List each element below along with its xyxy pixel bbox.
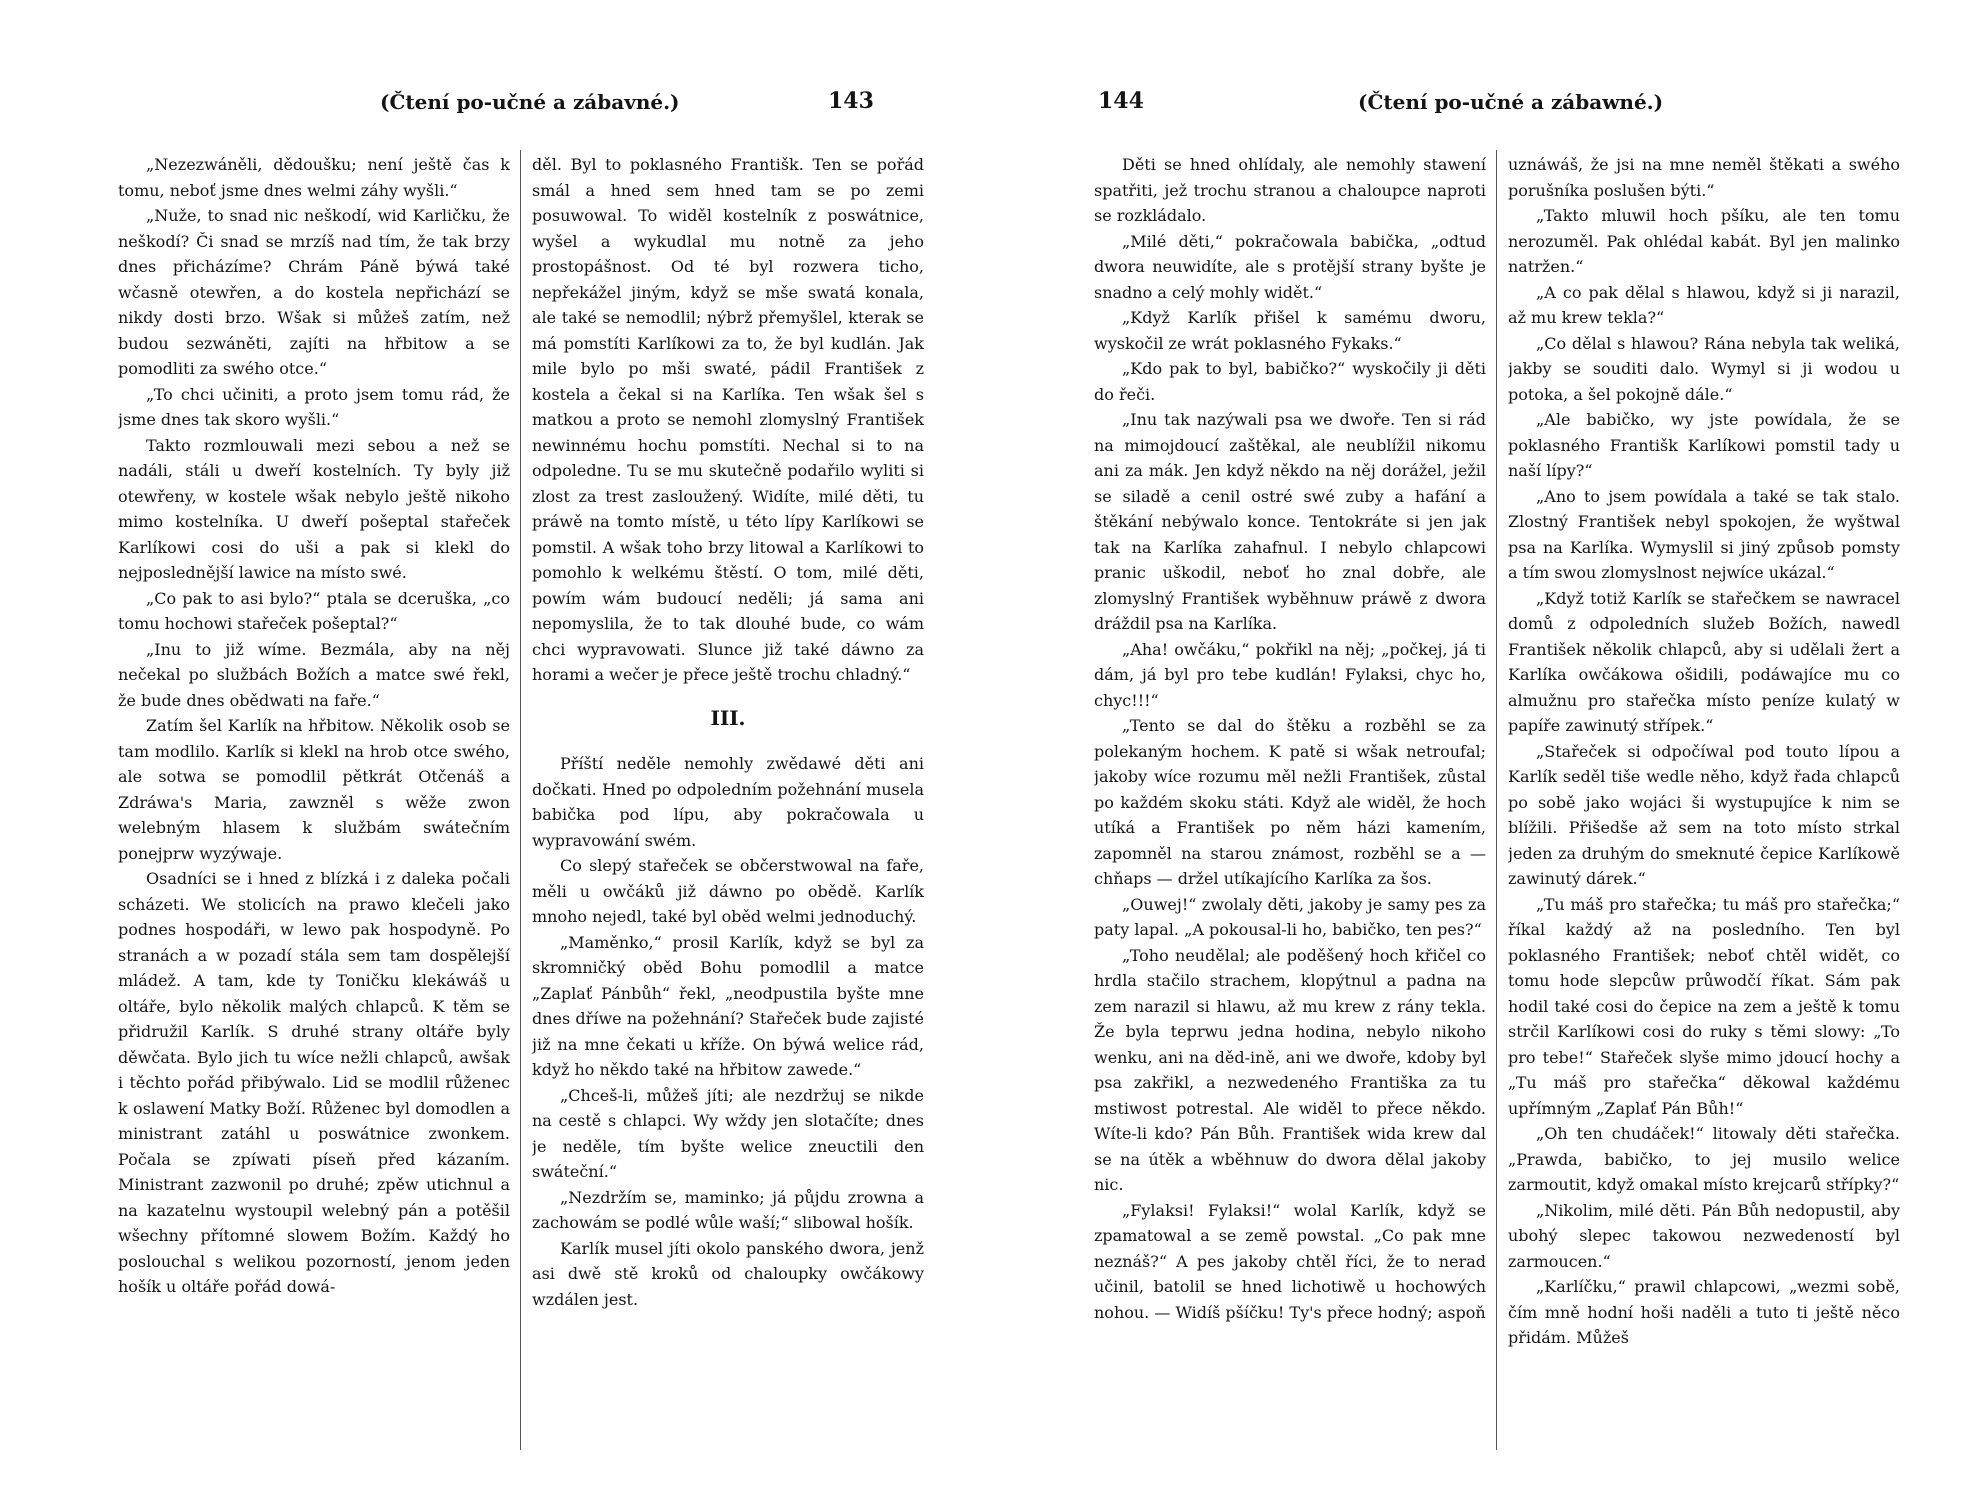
paragraph: „Nezezwáněli, dědoušku; není ještě čas k tomu, neboť jsme dnes welmi záhy wyšli.“ bbox=[118, 155, 510, 200]
paragraph: Zatím šel Karlík na hřbitow. Několik osob se tam modlilo. Karlík si klekl na hrob otce swého, ale sotwa se pomodlil pětkrát Otčenáš a Zdráwa's Maria, zawzněl s wěže zwon welebným hlasem k službám swátečním ponejprw wyzýwaje. bbox=[118, 716, 510, 863]
right-running-header: (Čtení po-učné a zábawné.) bbox=[1358, 90, 1664, 114]
paragraph: „Ouwej!“ zwolaly děti, jakoby je samy pes za paty lapal. „A pokousal-li ho, babičko, ten pes?“ bbox=[1094, 894, 1486, 939]
paragraph: „Co dělal s hlawou? Rána nebyla tak weliká, jakby se souditi dalo. Wymyl si ji wodou u potoka, a šel pokojně dále.“ bbox=[1508, 333, 1900, 404]
paragraph: „Nezdržím se, maminko; já půjdu zrowna a zachowám se podlé wůle waší;“ slibowal hošík. bbox=[532, 1187, 924, 1232]
paragraph: „Inu to již wíme. Bezmála, aby na něj nečekal po službách Božích a matce swé řekl, že bude dnes obědwati na faře.“ bbox=[118, 639, 510, 710]
left-page-number: 143 bbox=[828, 88, 874, 114]
paragraph: Takto rozmlouwali mezi sebou a než se nadáli, stáli u dweří kostelních. Ty byly již otewřeny, w kostele wšak nebylo ještě nikoho mimo kostelníka. U dweří pošeptal stařeček Karlíkowi cosi do uši a pak si klekl do nejposlednější lawice na místo swé. bbox=[118, 435, 510, 582]
paragraph: „Ale babičko, wy jste powídala, že se poklasného Františk Karlíkowi pomstil tady u naší lípy?“ bbox=[1508, 410, 1900, 480]
right-column-1 bbox=[1094, 152, 1486, 1442]
section-heading: III. bbox=[710, 705, 746, 730]
paragraph: „Aha! owčáku,“ pokřikl na něj; „počkej, já ti dám, já byl pro tebe kudlán! Fylaksi, chyc ho, chyc!!!“ bbox=[1094, 639, 1486, 710]
paragraph: „Tento se dal do štěku a rozběhl se za polekaným hochem. K patě si wšak netroufal; jakoby wíce rozumu měl nežli František, zůstal po každém skoku státi. Když ale widěl, že hoch utíká a František po něm házi kamením, zapomněl na starou známost, rozběhl se a — chňaps — držel utíkajícího Karlíka za šos. bbox=[1094, 716, 1486, 888]
right-page-number: 144 bbox=[1098, 88, 1144, 114]
paragraph: „Toho neudělal; ale poděšený hoch křičel co hrdla stačilo strachem, klopýtnul a padna na zem narazil si hlawu, až mu krew z rány tekla. Že byla teprwu jedna hodina, nebylo nikoho wenku, ani na děd-ině, ani we dwoře, kdoby byl psa zakřikl, a nezwedeného Františka za tu mstiwost potrestal. Ale widěl to přece někdo. Wíte-li kdo? Pán Bůh. František wida krew dal se na útěk a wběhnuw do dwora dělal jakoby nic. bbox=[1094, 945, 1486, 1194]
paragraph: Co slepý stařeček se občerstwowal na faře, měli u owčáků již dáwno po obědě. Karlík mnoho nejedl, také byl oběd welmi jednoduchý. bbox=[532, 856, 924, 926]
paragraph: „Karlíčku,“ prawil chlapcowi, „wezmi sobě, čím mně hodní hoši naděli a tuto ti ještě něco přidám. Můžeš bbox=[1508, 1277, 1900, 1347]
right-page bbox=[984, 0, 1968, 1500]
paragraph: „Inu tak nazýwali psa we dwoře. Ten si rád na mimojdoucí zaštěkal, ale neublížil nikomu ani za mák. Jen když někdo na něj dorážel, ježil se siladě a cenil ostré swé zuby a hafání a štěkání nebýwalo konce. Tentokráte si jen jak tak na Karlíka zahafnul. I nebylo chlapcowi pranic uškodil, neboť ho znal dobře, ale zlomyslný František wyběhnuw práwě z dwora dráždil psa na Karlíka. bbox=[1094, 410, 1486, 633]
paragraph: „To chci učiniti, a proto jsem tomu rád, že jsme dnes tak skoro wyšli.“ bbox=[118, 384, 510, 429]
paragraph: „Chceš-li, můžeš jíti; ale nezdržuj se nikde na cestě s chlapci. Wy wždy jen slotačíte; dnes je neděle, tím byšte welice zneuctili den swáteční.“ bbox=[532, 1085, 924, 1181]
paragraph: „Fylaksi! Fylaksi!“ wolal Karlík, když se zpamatowal a se země powstal. „Co pak mne neznáš?“ A pes jakoby chtěl říci, že to nerad učinil, batolil se hned lichotiwě u hochowých nohou. — Widíš pšíčku! Ty's přece hodný; aspoň bbox=[1094, 1200, 1486, 1322]
paragraph: uznáwáš, že jsi na mne neměl štěkati a swého porušníka poslušen býti.“ bbox=[1508, 155, 1900, 200]
paragraph: Děti se hned ohlídaly, ale nemohly stawení spatřiti, jež trochu stranou a chaloupce naproti se rozkládalo. bbox=[1094, 155, 1486, 225]
paragraph: „Když Karlík přišel k samému dworu, wyskočil ze wrát poklasného Fykaks.“ bbox=[1094, 308, 1486, 353]
paragraph: „Oh ten chudáček!“ litowaly děti stařečka. „Prawda, babičko, to jej musilo welice zarmoutit, když omakal místo krejcarů střípky?“ bbox=[1508, 1124, 1900, 1194]
paragraph: „Milé děti,“ pokračowala babička, „odtud dwora neuwidíte, ale s protější strany byšte je snadno a celý mohly widět.“ bbox=[1094, 231, 1486, 302]
left-column-1 bbox=[118, 152, 510, 1442]
paragraph: „A co pak dělal s hlawou, když si ji narazil, až mu krew tekla?“ bbox=[1508, 282, 1900, 327]
paragraph: „Nikolim, milé děti. Pán Bůh nedopustil, aby ubohý slepec takowou nezwedeností byl zarmoucen.“ bbox=[1508, 1200, 1900, 1271]
paragraph: „Kdo pak to byl, babičko?“ wyskočily ji děti do řeči. bbox=[1094, 359, 1486, 404]
paragraph: „Takto mluwil hoch pšíku, ale ten tomu nerozuměl. Pak ohlédal kabát. Byl jen malinko natržen.“ bbox=[1508, 206, 1900, 276]
paragraph: „Tu máš pro stařečka; tu máš pro stařečka;“ říkal každý až na posledního. Ten byl poklasného František; neboť chtěl widět, co tomu hode slepcůw průwodčí říkat. Sám pak hodil také cosi do čepice na zem a ještě k tomu strčil Karlíkowi cosi do ruky s těmi slowy: „To pro tebe!“ Stařeček slyše mimo jdoucí hochy a „Tu máš pro stařečka“ děkowal každému upřímným „Zaplať Pán Bůh!“ bbox=[1508, 894, 1900, 1118]
right-column-2 bbox=[1508, 152, 1900, 1442]
column-divider bbox=[1496, 150, 1497, 1450]
paragraph: „Když totiž Karlík se stařečkem se nawracel domů z odpoledních služeb Božích, nawedl František několik chlapců, aby si udělali žert a Karlíka owčákowa ošidili, podáwajíce mu co almužnu pro stařečka místo peníze kulatý w papíře zawinutý střípek.“ bbox=[1508, 588, 1900, 735]
paragraph: „Co pak to asi bylo?“ ptala se dceruška, „co tomu hochowi stařeček pošeptal?“ bbox=[118, 588, 510, 633]
paragraph: Příští neděle nemohly zwědawé děti ani dočkati. Hned po odpoledním požehnání musela babička pod lípu, aby pokračowala u wypravowání swém. bbox=[532, 754, 924, 850]
paragraph: „Stařeček si odpočíwal pod touto lípou a Karlík seděl tiše wedle něho, když řada chlapců po sobě jako wojáci ši wystupujíce k nim se blížili. Přišedše až sem na toto místo strkal jeden za druhým do smeknuté čepice Karlíkowě zawinutý dárek.“ bbox=[1508, 741, 1900, 888]
paragraph: „Ano to jsem powídala a také se tak stalo. Zlostný František nebyl spokojen, že wyštwal psa na Karlíka. Wymyslil si jiný způsob pomsty a tím swou zlomyslnost nejwíce ukázal.“ bbox=[1508, 486, 1900, 582]
paragraph: „Maměnko,“ prosil Karlík, když se byl za skromničký oběd Bohu pomodlil a matce „Zaplať Pánbůh“ řekl, „neodpustila byšte mne dnes dříwe na požehnání? Stařeček bude zajisté již na mne čekati u kříže. On býwá welice rád, když ho někdo také na hřbitow zawede.“ bbox=[532, 932, 924, 1079]
paragraph: děl. Byl to poklasného Františk. Ten se pořád smál a hned sem hned tam se po zemi posuwowal. To widěl kostelník z poswátnice, wyšel a wykudlal mu notně za jeho prostopášnost. Od té byl rozwera ticho, nepřekážel jiným, když se mše swatá konala, ale také se nemodlil; nýbrž přemyšlel, kterak se má pomstíti Karlíkowi za to, že byl kudlán. Jak mile bylo po mši swaté, pádil František z kostela a čekal si na Karlíka. Ten wšak šel s matkou a proto se nemohl zlomyslný František newinnému hochu pomstíti. Nechal si to na odpoledne. Tu se mu skutečně podařilo wyliti si zlost za trest zasloužený. Widíte, milé děti, tu práwě na tomto místě, u této lípy Karlíkowi se pomstil. A wšak toho brzy litowal a Karlíkowi to pomohlo k welkému štěstí. O tom, milé děti, powím wám budoucí neděli; já sama ani nepomyslila, že to tak dlouhé bude, co wám chci wypravowati. Slunce již také dáwno za horami a wečer je přece ještě trochu chladný.“ bbox=[532, 155, 924, 684]
column-divider bbox=[520, 150, 521, 1450]
paragraph: Karlík musel jíti okolo panského dwora, jenž asi dwě stě kroků od chaloupky owčákowy wzdálen jest. bbox=[532, 1238, 924, 1309]
paragraph: „Nuže, to snad nic neškodí, wid Karličku, že neškodí? Či snad se mrzíš nad tím, že tak brzy dnes přicházíme? Chrám Páně býwá také wčasně otewřen, a do kostela nepřichází se nikdy dosti brzo. Wšak si můžeš zatím, než budou sezwáněti, zajíti na hřbitow a se pomodliti za swého otce.“ bbox=[118, 206, 510, 378]
left-running-header: (Čtení po-učné a zábavné.) bbox=[380, 90, 680, 114]
left-column-2 bbox=[532, 152, 924, 1442]
paragraph: Osadníci se i hned z blízká i z daleka počali scházeti. We stolicích na prawo klečeli jako podnes hospodáři, w lewo pak hospodyně. Po stranách a w pozadí stála sem tam dospělejší mládež. A tam, kde ty Toničku klekáwáš u oltáře, bylo několik malých chlapců. K těm se přidružil Karlík. S druhé strany oltáře byly děwčata. Bylo jich tu wíce nežli chlapců, awšak i těchto pořád přibýwalo. Lid se modlil růženec k oslawení Matky Boží. Růženec byl domodlen a ministrant zatáhl u poswátnice zwonkem. Počala se zpíwati píseň před kázaním. Ministrant zazwonil po druhé; zpěw utichnul a na kazatelnu wystoupil welebný pán a potěšil wšechny přítomné slowem Božím. Každý ho poslouchal s welikou pozorností, jenom jeden hošík u oltáře pořád dowá- bbox=[118, 869, 510, 1296]
